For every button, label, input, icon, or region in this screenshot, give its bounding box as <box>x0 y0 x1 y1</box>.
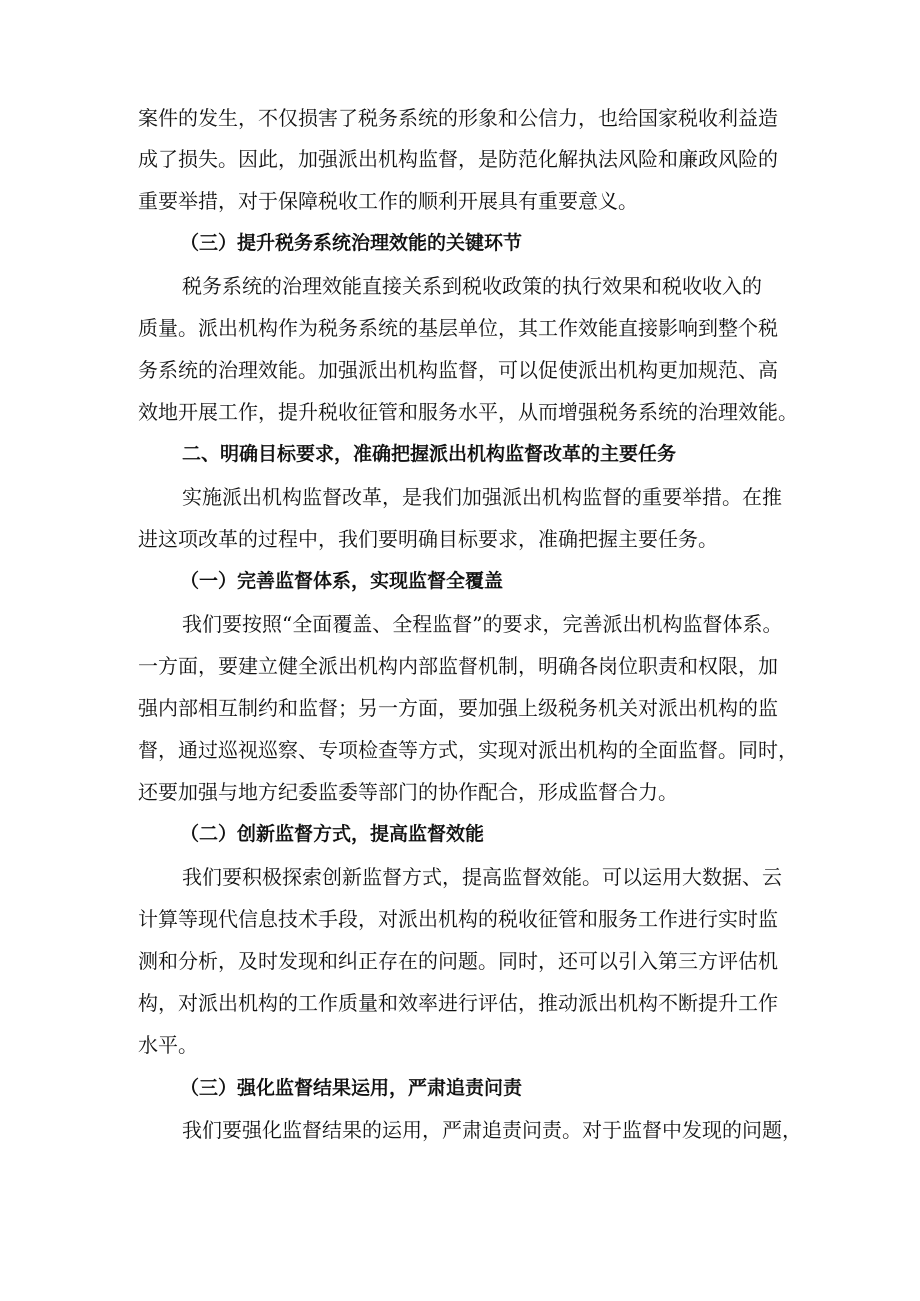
text-line: 我们要积极探索创新监督方式，提高监督效能。可以运用大数据、云 <box>182 865 782 889</box>
text-line: 案件的发生，不仅损害了税务系统的形象和公信力，也给国家税收利益造 <box>138 106 778 130</box>
text-line: 计算等现代信息技术手段，对派出机构的税收征管和服务工作进行实时监 <box>138 907 778 931</box>
text-line: 水平。 <box>138 1033 198 1057</box>
chapter-heading: 二、明确目标要求，准确把握派出机构监督改革的主要任务 <box>182 443 677 465</box>
text-line: 一方面，要建立健全派出机构内部监督机制，明确各岗位职责和权限，加 <box>138 654 778 678</box>
text-line: 我们要强化监督结果的运用，严肃追责问责。对于监督中发现的问题， <box>182 1118 802 1142</box>
text-line: 质量。派出机构作为税务系统的基层单位，其工作效能直接影响到整个税 <box>138 316 778 340</box>
text-line: 测和分析，及时发现和纠正存在的问题。同时，还可以引入第三方评估机 <box>138 949 778 973</box>
text-line: 务系统的治理效能。加强派出机构监督，可以促使派出机构更加规范、高 <box>138 358 778 382</box>
section-heading: （二）创新监督方式，提高监督效能 <box>180 823 485 845</box>
text-line: 督，通过巡视巡察、专项检查等方式，实现对派出机构的全面监督。同时， <box>138 738 798 762</box>
text-line: 重要举措，对于保障税收工作的顺利开展具有重要意义。 <box>138 189 638 213</box>
section-heading: （一）完善监督体系，实现监督全覆盖 <box>180 570 504 592</box>
text-line: 效地开展工作，提升税收征管和服务水平，从而增强税务系统的治理效能。 <box>138 400 798 424</box>
text-line: 还要加强与地方纪委监委等部门的协作配合，形成监督合力。 <box>138 780 678 804</box>
text-line: 税务系统的治理效能直接关系到税收政策的执行效果和税收收入的 <box>182 274 762 298</box>
text-line: 成了损失。因此，加强派出机构监督，是防范化解执法风险和廉政风险的 <box>138 147 778 171</box>
section-heading: （三）提升税务系统治理效能的关键环节 <box>180 232 523 254</box>
text-line: 进这项改革的过程中，我们要明确目标要求，准确把握主要任务。 <box>138 527 718 551</box>
section-heading: （三）强化监督结果运用，严肃追责问责 <box>180 1077 523 1099</box>
text-line: 强内部相互制约和监督；另一方面，要加强上级税务机关对派出机构的监 <box>138 696 778 720</box>
text-line: 我们要按照“全面覆盖、全程监督”的要求，完善派出机构监督体系。 <box>182 612 783 636</box>
text-line: 构，对派出机构的工作质量和效率进行评估，推动派出机构不断提升工作 <box>138 991 778 1015</box>
text-line: 实施派出机构监督改革，是我们加强派出机构监督的重要举措。在推 <box>182 485 782 509</box>
